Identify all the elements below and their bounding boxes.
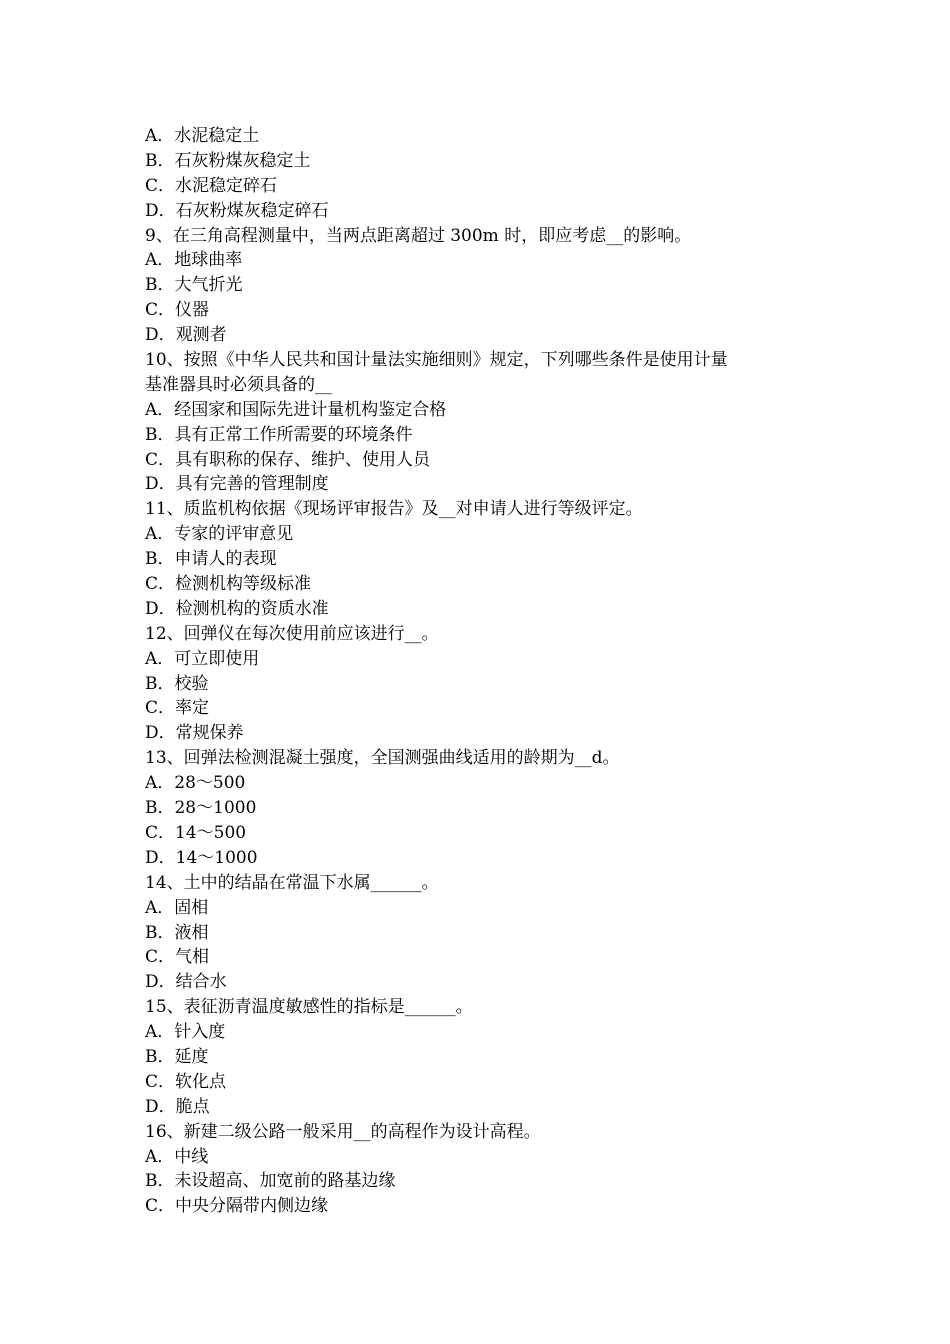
text-line: C．14～500 — [145, 822, 247, 843]
text-line: B．延度 — [145, 1046, 209, 1067]
text-line: A．专家的评审意见 — [145, 524, 294, 545]
text-line: 9、在三角高程测量中，当两点距离超过 300m 时，即应考虑__的影响。 — [145, 225, 692, 246]
text-line: A．水泥稳定土 — [145, 126, 260, 146]
text-line: 13、回弹法检测混凝土强度，全国测强曲线适用的龄期为__d。 — [145, 748, 620, 769]
text-line: B．申请人的表现 — [145, 549, 277, 570]
text-line: A．固相 — [145, 897, 209, 918]
text-line: C．水泥稳定碎石 — [145, 175, 278, 196]
text-line: D．石灰粉煤灰稳定碎石 — [145, 200, 329, 221]
text-line: D．观测者 — [145, 325, 227, 346]
text-line: C．仪器 — [145, 300, 210, 321]
text-line: C．具有职称的保存、维护、使用人员 — [145, 449, 431, 470]
text-line: C．气相 — [145, 947, 210, 968]
text-line: 基准器具时必须具备的__ — [145, 374, 332, 395]
text-line: C．率定 — [145, 698, 210, 719]
text-line: 16、新建二级公路一般采用__的高程作为设计高程。 — [145, 1121, 541, 1142]
text-line: C．检测机构等级标准 — [145, 574, 312, 595]
document-body — [145, 124, 825, 1219]
text-line: B．未设超高、加宽前的路基边缘 — [145, 1171, 396, 1192]
text-line: B．校验 — [145, 673, 209, 694]
text-line: A．经国家和国际先进计量机构鉴定合格 — [145, 399, 447, 420]
text-line: D．常规保养 — [145, 723, 244, 744]
text-line: D．14～1000 — [145, 847, 258, 868]
text-line: 14、土中的结晶在常温下水属______。 — [145, 872, 439, 893]
text-line: D．脆点 — [145, 1096, 210, 1117]
text-line: 15、表征沥青温度敏感性的指标是______。 — [145, 997, 473, 1018]
text-line: A．地球曲率 — [145, 250, 243, 271]
text-line: A．可立即使用 — [145, 648, 260, 669]
text-line: C．中央分隔带内侧边缘 — [145, 1196, 329, 1217]
text-line: B．具有正常工作所需要的环境条件 — [145, 424, 413, 445]
text-line: C．软化点 — [145, 1071, 227, 1092]
text-line: D．检测机构的资质水准 — [145, 598, 329, 619]
text-line: D．具有完善的管理制度 — [145, 474, 329, 495]
text-line: 10、按照《中华人民共和国计量法实施细则》规定，下列哪些条件是使用计量 — [145, 350, 728, 371]
text-line: B．液相 — [145, 922, 209, 943]
text-line: A．针入度 — [145, 1022, 226, 1043]
text-line: D．结合水 — [145, 972, 227, 993]
text-line: A．28～500 — [145, 773, 246, 794]
text-line: 12、回弹仪在每次使用前应该进行__。 — [145, 623, 439, 644]
text-line: B．石灰粉煤灰稳定土 — [145, 150, 311, 171]
text-line: B．大气折光 — [145, 275, 243, 296]
text-line: A．中线 — [145, 1146, 209, 1167]
text-line: B．28～1000 — [145, 798, 257, 819]
text-line: 11、质监机构依据《现场评审报告》及__对申请人进行等级评定。 — [145, 499, 643, 520]
